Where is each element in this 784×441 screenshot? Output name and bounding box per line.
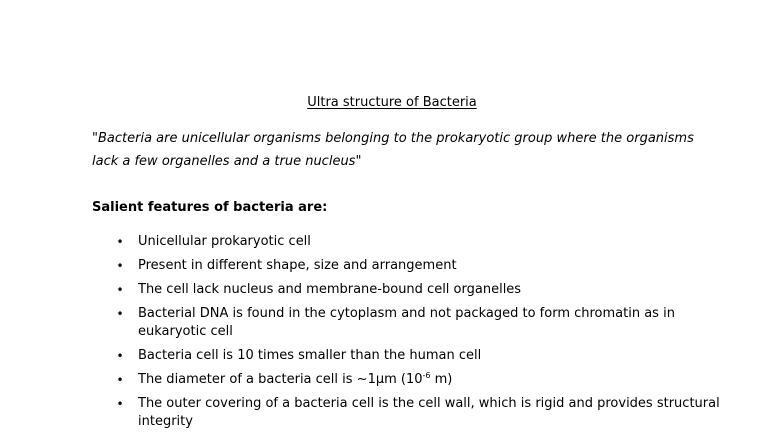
bullet-icon: • [116,235,124,249]
list-item-text: Bacteria cell is 10 times smaller than the human cell [138,348,482,363]
list-item [0,347,784,365]
bullet-icon: • [116,373,124,387]
list-item-text: The outer covering of a bacteria cell is the cell wall, which is rigid and provides structural [138,396,720,411]
bullet-icon: • [116,307,124,321]
list-item [0,395,784,431]
bullet-icon: • [116,349,124,363]
list-item [0,257,784,275]
page-title: Ultra structure of Bacteria [307,95,477,110]
list-item-text: Unicellular prokaryotic cell [138,234,311,249]
list-item-text: integrity [138,414,193,429]
list-item-text: The cell lack nucleus and membrane-bound cell organelles [138,282,522,297]
list-item [0,371,784,389]
list-item-text [138,371,784,389]
definition-quote [92,127,692,173]
bullet-icon: • [116,397,124,411]
list-item [0,233,784,251]
feature-list [0,233,784,437]
list-item [0,305,784,341]
list-item-text: Bacterial DNA is found in the cytoplasm and not packaged to form chromatin as in [138,306,675,321]
exponent: -6 [422,371,431,380]
diameter-text: The diameter of a bacteria cell is ~1µm (10 [138,372,423,387]
list-item [0,281,784,299]
section-heading: Salient features of bacteria are: [92,200,328,215]
list-item-text: eukaryotic cell [138,324,233,339]
bullet-icon: • [116,259,124,273]
list-item-text: Present in different shape, size and arrangement [138,258,457,273]
diameter-unit: m) [430,372,453,387]
definition-line: "Bacteria are unicellular organisms belonging to the prokaryotic group where the organisms [92,131,694,146]
definition-line: lack a few organelles and a true nucleus" [92,154,362,169]
bullet-icon: • [116,283,124,297]
